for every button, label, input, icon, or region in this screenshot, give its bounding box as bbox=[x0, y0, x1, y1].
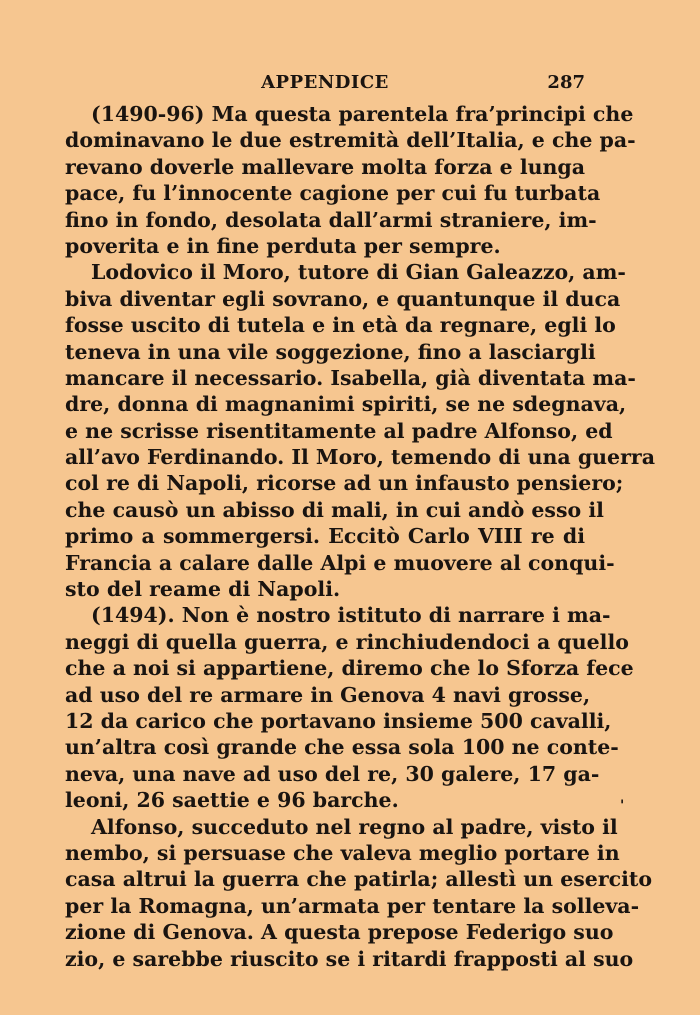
text-line: zio, e sarebbe riuscito se i ritardi frapposti al suo bbox=[65, 946, 634, 971]
text-line: neva, una nave ad uso del re, 30 galere, 17 ga- bbox=[65, 761, 600, 786]
text-line: all’avo Ferdinando. Il Moro, temendo di una guerra bbox=[65, 445, 655, 470]
text-line: (1494). Non è nostro istituto di narrare i ma- bbox=[91, 603, 611, 628]
text-line: casa altrui la guerra che patirla; allestì un esercito bbox=[65, 867, 653, 892]
text-line: fino in fondo, desolata dall’armi straniere, im- bbox=[65, 207, 597, 232]
text-line: revano doverle mallevare molta forza e lunga bbox=[65, 154, 586, 179]
text-line: un’altra così grande che essa sola 100 ne conte- bbox=[65, 735, 619, 760]
text-line: zione di Genova. A questa prepose Federigo suo bbox=[65, 920, 614, 945]
text-line: e ne scrisse risentitamente al padre Alfonso, ed bbox=[65, 418, 613, 443]
text-line: primo a sommergersi. Eccitò Carlo VIII re di bbox=[65, 524, 585, 549]
text-line: poverita e in fine perduta per sempre. bbox=[65, 233, 501, 258]
text-line: col re di Napoli, ricorse ad un infausto pensiero; bbox=[65, 471, 624, 496]
text-line: Alfonso, succeduto nel regno al padre, visto il bbox=[91, 814, 618, 839]
text-line: sto del reame di Napoli. bbox=[65, 577, 341, 602]
text-line: per la Romagna, un’armata per tentare la solleva- bbox=[65, 893, 640, 918]
text-line: nembo, si persuase che valeva meglio portare in bbox=[65, 840, 620, 865]
text-line: che causò un abisso di mali, in cui andò esso il bbox=[65, 497, 604, 522]
text-line: biva diventar egli sovrano, e quantunque il duca bbox=[65, 286, 621, 311]
text-line: mancare il necessario. Isabella, già diventata ma- bbox=[65, 365, 636, 390]
text-line: che a noi si appartiene, diremo che lo Sforza fece bbox=[65, 656, 634, 681]
text-line: fosse uscito di tutela e in età da regnare, egli lo bbox=[65, 313, 616, 338]
text-line: dre, donna di magnanimi spiriti, se ne sdegnava, bbox=[65, 392, 627, 417]
page-body-text bbox=[65, 101, 655, 972]
text-line: neggi di quella guerra, e rinchiudendoci a quello bbox=[65, 629, 629, 654]
running-header bbox=[65, 72, 585, 100]
text-line: ad uso del re armare in Genova 4 navi grosse, bbox=[65, 682, 591, 707]
text-line: leoni, 26 saettie e 96 barche. bbox=[65, 788, 399, 813]
text-line: Lodovico il Moro, tutore di Gian Galeazzo, am- bbox=[91, 260, 626, 285]
margin-mark: ' bbox=[620, 798, 625, 814]
text-line: teneva in una vile soggezione, fino a lasciargli bbox=[65, 339, 596, 364]
text-line: Francia a calare dalle Alpi e muovere al conqui- bbox=[65, 550, 615, 575]
text-line: (1490-96) Ma questa parentela fra’principi che bbox=[91, 102, 634, 126]
page-number: 287 bbox=[547, 72, 585, 93]
text-line: dominavano le due estremità dell’Italia, e che pa- bbox=[65, 128, 636, 153]
header-title: APPENDICE bbox=[261, 72, 389, 93]
text-line: pace, fu l’innocente cagione per cui fu turbata bbox=[65, 181, 601, 206]
text-line: 12 da carico che portavano insieme 500 cavalli, bbox=[65, 708, 612, 733]
